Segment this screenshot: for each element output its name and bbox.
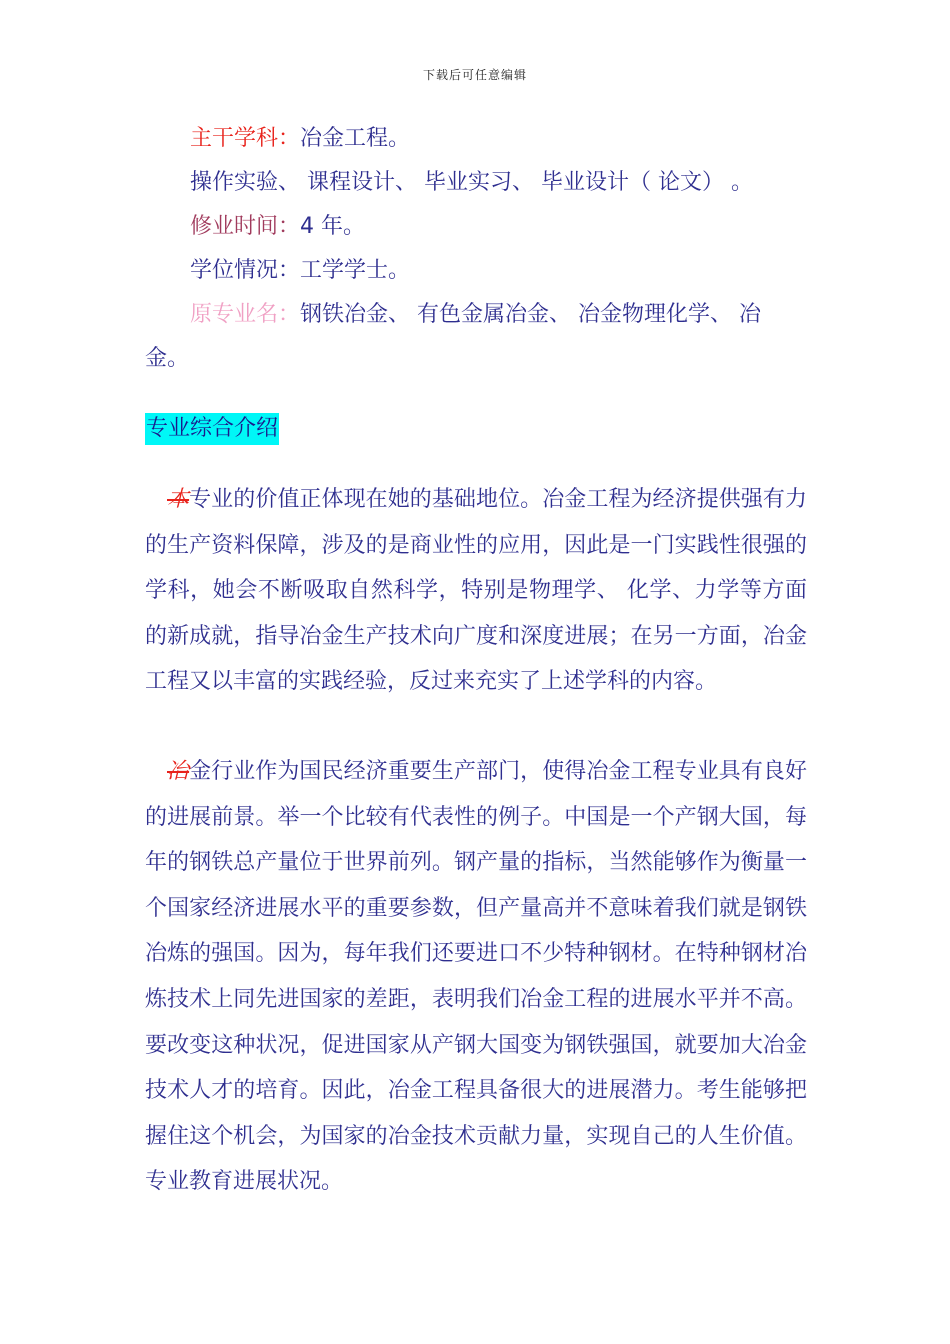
practice-row [145, 161, 807, 205]
main-subject-row [145, 117, 807, 161]
practice-text: 操作实验、 课程设计、 毕业实习、 毕业设计（ 论文） 。 [190, 170, 753, 195]
intro-paragraph-1 [145, 477, 807, 705]
paragraph-2-text: 金行业作为国民经济重要生产部门，使得冶金工程专业具有良好的进展前景。举一个比较有代表性的例子。中国是一个产钢大国，每年的钢铁总产量位于世界前列。钢产量的指标，当然能够作为衡量一个国家经济进展水平的重要参数，但产量高并不意味着我们就是钢铁冶炼的强国。因为，每年我们还要进口不少特种钢材。在特种钢材冶炼技术上同先进国家的差距，表明我们冶金工程的进展水平并不高。要改变这种状况，促进国家从产钢大国变为钢铁强国，就要加大冶金技术人才的培育。因此，冶金工程具备很大的进展潜力。考生能够把握住这个机会，为国家的冶金技术贡献力量，实现自己的人生价值。专业教育进展状况。 [145, 759, 807, 1195]
degree-label: 学位情况： [190, 258, 301, 283]
section-heading: 专业综合介绍 [145, 413, 279, 445]
former-name-continuation [145, 337, 807, 381]
main-subject-label: 主干学科： [190, 126, 301, 151]
former-name-value: 钢铁冶金、 有色金属冶金、 冶金物理化学、 冶 [300, 302, 761, 327]
page-header: 下载后可任意编辑 [422, 68, 527, 82]
main-subject-value: 冶金工程。 [300, 126, 411, 151]
duration-value: 4 年。 [300, 214, 366, 239]
degree-row [145, 249, 807, 293]
intro-paragraph-2 [145, 749, 807, 1205]
info-block [145, 117, 807, 381]
paragraph-1-text: 专业的价值正体现在她的基础地位。冶金工程为经济提供强有力的生产资料保障，涉及的是商业性的应用，因此是一门实践性很强的学科，她会不断吸取自然科学，特别是物理学、 化学、力学等方面的新成就，指导冶金生产技术向广度和深度进展；在另一方面，冶金工程又以丰富的实践经验，反过来充实了上述学科的内容。 [145, 487, 807, 695]
paragraph-2-first-char: 冶 [167, 759, 190, 784]
duration-row [145, 205, 807, 249]
duration-label: 修业时间： [190, 214, 301, 239]
paragraph-1-first-char: 本 [167, 487, 190, 512]
former-name-row [145, 293, 807, 337]
former-name-value-end: 金。 [145, 346, 190, 371]
degree-value: 工学学士。 [300, 258, 411, 283]
former-name-label: 原专业名： [190, 302, 301, 327]
